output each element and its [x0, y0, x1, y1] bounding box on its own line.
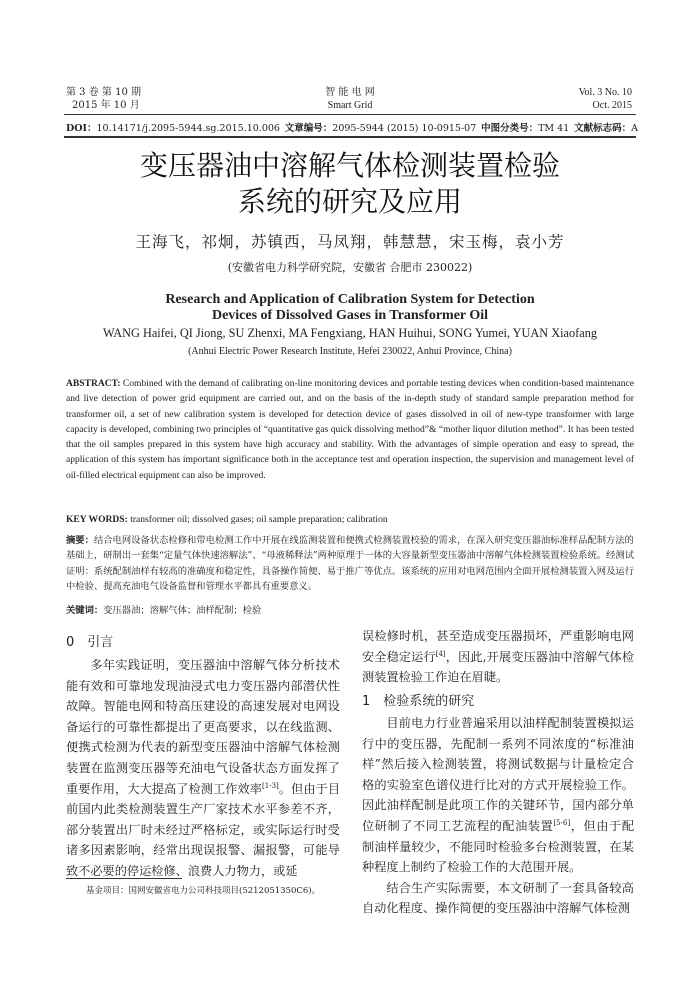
- title-en-line2: Devices of Dissolved Gases in Transformer Oil: [211, 308, 489, 323]
- keywords-en-text: transformer oil; dissolved gases; oil sample preparation; calibration: [130, 514, 388, 525]
- citation: [4]: [435, 649, 446, 658]
- title-en-line1: Research and Application of Calibration System for Detection: [165, 292, 535, 307]
- keywords-cn-label: 关键词：: [66, 605, 104, 616]
- section-0-paragraph-1: 多年实践证明，变压器油中溶解气体分析技术能有效和可靠地发现油浸式电力变压器内部潜伏性故障。智能电网和特高压建设的高速发展对电网设备运行的可靠性都提出了更高要求，以在线监测、便携式检测为代表的新型变压器油中溶解气体检测装置在监测变压器等充油电气设备状态方面发挥了重要作用，大大提高了检测工作效率[1-3]。但由于目前国内此类检测装置生产厂家技术水平参差不齐，部分装置出厂时未经过严格标定，或实际运行时受诸多因素影响，经常出现误报警、漏报警，可能导致不必要的停运检修、浪费人力物力，或延: [66, 658, 341, 878]
- citation: [5-6]: [553, 818, 571, 827]
- header-rule: [64, 114, 636, 115]
- abstract-en-label: ABSTRACT:: [66, 378, 121, 389]
- abstract-cn: [66, 533, 634, 594]
- keywords-cn-text: 变压器油；溶解气体；油样配制；检验: [103, 605, 262, 616]
- section-1-paragraph-1: 目前电力行业普遍采用以油样配制装置模拟运行中的变压器，先配制一系列不同浓度的“标准油样”然后接入检测装置，将测试数据与计量检定合格的实验室色谱仪进行比对的方式开展检验工作。因此油样配制是此项工作的关键环节，国内部分单位研制了不同工艺流程的配油装置[5-6]，但由于配制油样量较少，不能同时检验多台检测装置，在某种程度上制约了检验工作的大范围开展。: [362, 716, 635, 875]
- keywords-cn: [66, 603, 634, 618]
- section-1-paragraph-2: 结合生产实际需要，本文研制了一套具备较高自动化程度、操作简便的变压器油中溶解气体检测: [362, 880, 634, 916]
- footnote-rule: [66, 878, 182, 879]
- funding-footnote: 基金项目：国网安徽省电力公司科技项目(5212051350C6)。: [86, 886, 321, 896]
- article-meta-line: [66, 120, 638, 134]
- journal-name-cn: 智 能 电 网: [325, 87, 375, 98]
- journal-name-en: Smart Grid: [327, 100, 373, 111]
- section-0-paragraph-cont: 误检修时机，甚至造成变压器损坏，严重影响电网安全稳定运行[4]，因此,开展变压器油中溶解气体检测装置检验工作迫在眉睫。: [362, 629, 635, 685]
- meta-rule: [64, 136, 636, 138]
- article-number: 文章编号：2095-5944 (2015) 10-0915-07: [284, 123, 477, 134]
- abstract-en: [66, 376, 634, 483]
- keywords-en: [66, 512, 634, 527]
- citation: [1-3]: [262, 781, 279, 790]
- journal-volume-en: Vol. 3 No. 10: [578, 87, 632, 98]
- section-1-heading: 1 检验系统的研究: [362, 694, 475, 709]
- title-cn-line2: 系统的研究及应用: [237, 185, 462, 218]
- abstract-cn-label: 摘要：: [66, 535, 94, 546]
- affiliation-cn: (安徽省电力科学研究院，安徽省 合肥市 230022): [227, 261, 473, 274]
- abstract-cn-text: 结合电网设备状态检修和带电检测工作中开展在线监测装置和便携式检测装置校验的需求，在深入研究变压器油标准样品配制方法的基础上，研制出一套集“定量气体快速溶解法”、“母液稀释法”两种原理于一体的大容量新型变压器油中溶解气体检测装置检验系统。经测试证明：系统配制油样有较高的准确度和稳定性，具备操作简便、易于推广等优点。该系统的应用对电网范围内全面开展检测装置入网及运行中检验、提高充油电气设备监督和管理水平都具有重要意义。: [66, 535, 634, 592]
- journal-date-en: Oct. 2015: [592, 100, 632, 111]
- classification-number: 中图分类号：TM 41: [481, 123, 570, 134]
- title-cn-line1: 变压器油中溶解气体检测装置检验: [139, 149, 560, 182]
- right-column-top: [362, 626, 634, 688]
- journal-volume-issue: 第 3 卷 第 10 期: [66, 87, 141, 98]
- keywords-en-label: KEY WORDS:: [66, 514, 128, 525]
- affiliation-en: (Anhui Electric Power Research Institute, Hefei 230022, Anhui Province, China): [188, 346, 512, 357]
- section-0-heading: 0 引言: [66, 635, 114, 650]
- abstract-en-text: Combined with the demand of calibrating on-line monitoring devices and portable testing devices when condition-based maintenance and live detection of power grid equipment are carried out, and on the basis of the in-depth study of standard sample preparation method for transformer oil, a set of new calibration system is developed for detection device of gases dissolved in oil of new-type transformer with large capacity is developed, combining two principles of “quantitative gas quick dissolving method”& “mother liquor dilution method”. It has been tested that the oil samples prepared in this system have high accuracy and stability. With the advantages of simple operation and easy to spread, the application of this system has important significance both in the acceptance test and operation inspection, the supervision and management level of oil-filled electrical equipment can also be improved.: [66, 378, 634, 481]
- authors-en: WANG Haifei, QI Jiong, SU Zhenxi, MA Fengxiang, HAN Huihui, SONG Yumei, YUAN Xiaofang: [103, 326, 597, 340]
- doi: DOI：10.14171/j.2095-5944.sg.2015.10.006: [66, 123, 280, 134]
- authors-cn: 王海飞，祁炯，苏镇西，马凤翔，韩慧慧，宋玉梅，袁小芳: [135, 233, 565, 251]
- journal-date: 2015 年 10 月: [72, 100, 140, 111]
- document-code: 文献标志码：A: [574, 123, 638, 134]
- left-column-body: [66, 655, 340, 882]
- right-column-body: [362, 713, 634, 919]
